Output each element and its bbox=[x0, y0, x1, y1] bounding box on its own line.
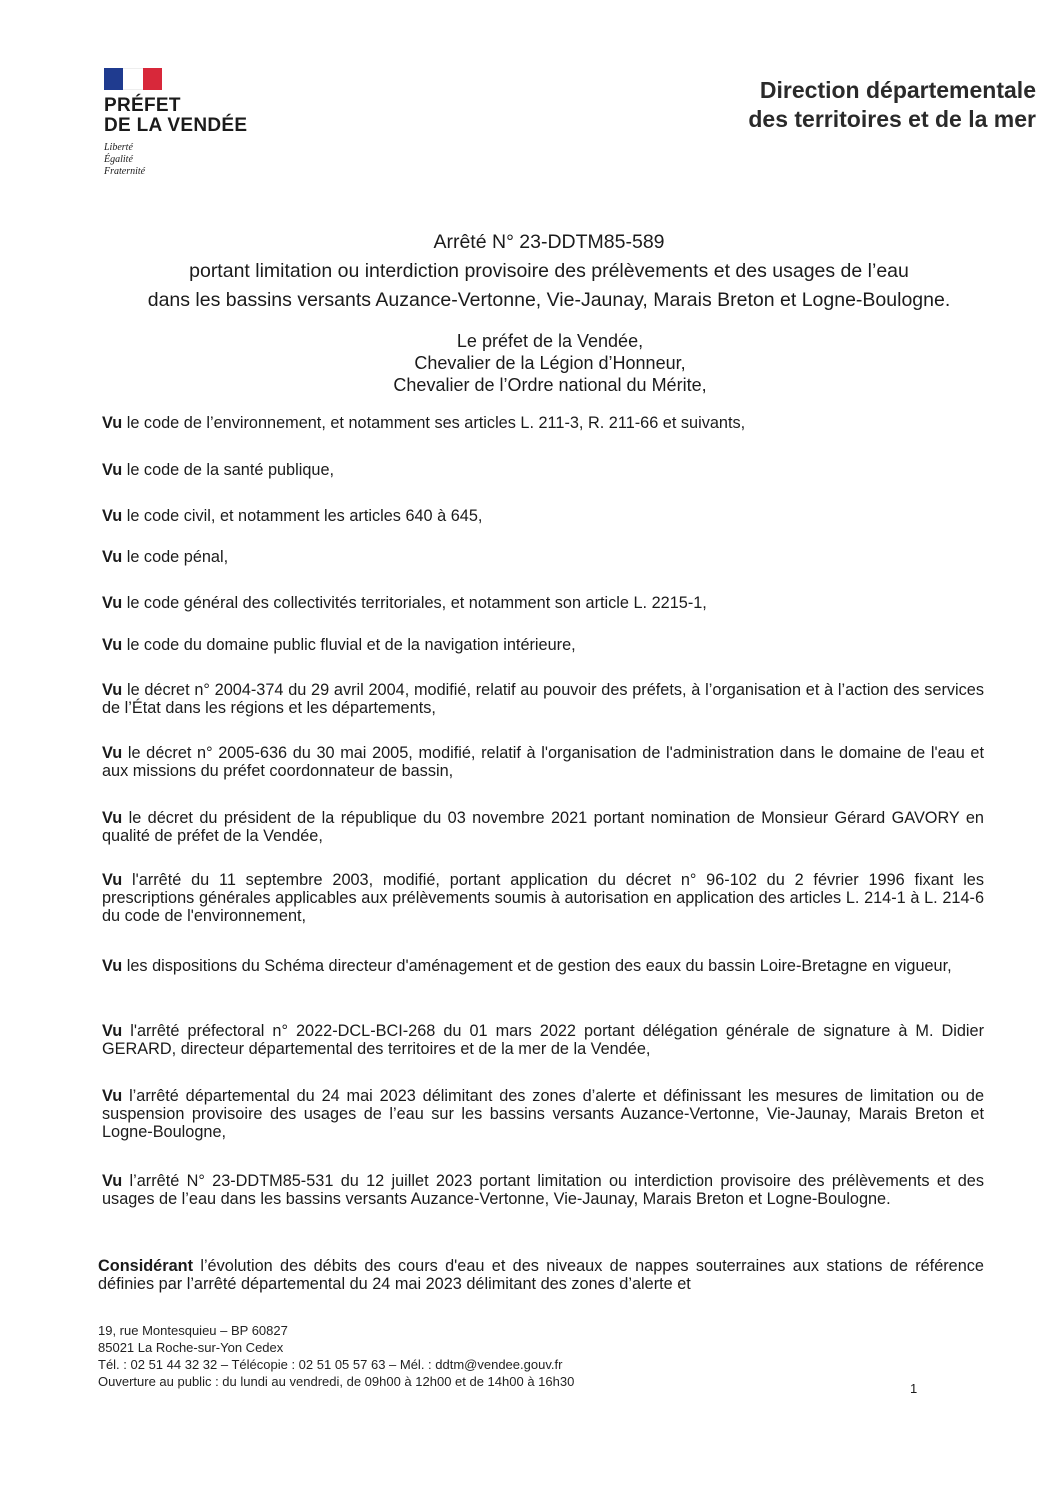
visa-keyword: Vu bbox=[102, 414, 123, 432]
visa-paragraph bbox=[102, 1172, 984, 1208]
visa-text: l’arrêté N° 23-DDTM85-531 du 12 juillet 2023 portant limitation ou interdiction provisoire des prélèvements et des usages de l’eau dans les bassins versants Auzance-Vertonne, Vie-Jaunay, Marais Breton et Logne-Boulogne. bbox=[102, 1172, 984, 1208]
motto bbox=[104, 142, 284, 178]
visa-keyword: Vu bbox=[102, 548, 123, 566]
visa-text: le code de l’environnement, et notamment ses articles L. 211-3, R. 211-66 et suivants, bbox=[126, 414, 746, 432]
visa-paragraph bbox=[102, 744, 984, 780]
visa-keyword: Vu bbox=[102, 461, 123, 479]
visa-text: l'arrêté du 11 septembre 2003, modifié, portant application du décret n° 96-102 du 2 février 1996 fixant les prescriptions générales applicables aux prélèvements soumis à autorisation en application des articles L. 214-1 à L. 214-6 du code de l'environnement, bbox=[102, 871, 985, 925]
motto-fraternite: Fraternité bbox=[104, 166, 146, 177]
visa-text: le code pénal, bbox=[126, 548, 229, 566]
visa-keyword: Vu bbox=[102, 871, 123, 889]
french-flag-icon bbox=[104, 68, 162, 90]
visa-text: le décret n° 2004-374 du 29 avril 2004, modifié, relatif au pouvoir des préfets, à l’organisation et à l’action des services de l’État dans les régions et les départements, bbox=[102, 681, 984, 717]
footer-city: 85021 La Roche-sur-Yon Cedex bbox=[98, 1340, 284, 1355]
issuer-line-2: Chevalier de la Légion d’Honneur, bbox=[414, 353, 686, 373]
visa-paragraph bbox=[102, 1087, 984, 1141]
visa-text: le décret n° 2005-636 du 30 mai 2005, modifié, relatif à l'organisation de l'administration dans le domaine de l'eau et aux missions du préfet coordonnateur de bassin, bbox=[102, 744, 984, 780]
visa-paragraph bbox=[102, 594, 984, 612]
visa-paragraph bbox=[102, 681, 984, 717]
visa-text: le code civil, et notamment les articles 640 à 645, bbox=[126, 507, 483, 525]
logo-line-2: DE LA VENDÉE bbox=[104, 115, 248, 136]
visa-text: le décret du président de la république du 03 novembre 2021 portant nomination de Monsieur Gérard GAVORY en qualité de préfet de la Vendée, bbox=[102, 809, 984, 845]
direction-line-1: Direction départementale bbox=[759, 77, 1036, 103]
motto-liberte: Liberté bbox=[104, 142, 133, 153]
visa-paragraph bbox=[102, 414, 984, 432]
visa-text: le code du domaine public fluvial et de la navigation intérieure, bbox=[126, 636, 576, 654]
decree-title bbox=[90, 228, 1008, 315]
visa-paragraph bbox=[102, 957, 984, 975]
visa-paragraph bbox=[102, 871, 984, 925]
issuer-block bbox=[300, 330, 800, 396]
visa-text: le code général des collectivités territoriales, et notamment son article L. 2215-1, bbox=[126, 594, 707, 612]
page-number: 1 bbox=[910, 1381, 918, 1396]
visa-text: les dispositions du Schéma directeur d'aménagement et de gestion des eaux du bassin Loire-Bretagne en vigueur, bbox=[126, 957, 952, 975]
visa-keyword: Vu bbox=[102, 957, 123, 975]
decree-number: Arrêté N° 23-DDTM85-589 bbox=[433, 231, 665, 253]
visa-paragraph bbox=[102, 461, 984, 479]
visa-keyword: Vu bbox=[102, 809, 123, 827]
considerant-keyword: Considérant bbox=[98, 1257, 193, 1275]
visa-text: le code de la santé publique, bbox=[126, 461, 335, 479]
visa-keyword: Vu bbox=[102, 681, 123, 699]
footer-contact: Tél. : 02 51 44 32 32 – Télécopie : 02 51 05 57 63 – Mél. : ddtm@vendee.gouv.fr bbox=[98, 1357, 563, 1372]
direction-line-2: des territoires et de la mer bbox=[748, 106, 1036, 132]
issuer-line-3: Chevalier de l’Ordre national du Mérite, bbox=[393, 375, 707, 395]
visa-paragraph bbox=[102, 1022, 984, 1058]
footer-address bbox=[98, 1322, 574, 1390]
decree-subject-line-1: portant limitation ou interdiction provisoire des prélèvements et des usages de l’eau bbox=[189, 260, 909, 282]
visa-keyword: Vu bbox=[102, 594, 123, 612]
visa-text: l'arrêté préfectoral n° 2022-DCL-BCI-268 du 01 mars 2022 portant délégation générale de signature à M. Didier GERARD, directeur départemental des territoires et de la mer de la Vendée, bbox=[102, 1022, 984, 1058]
prefet-logo bbox=[104, 68, 284, 178]
footer-hours: Ouverture au public : du lundi au vendredi, de 09h00 à 12h00 et de 14h00 à 16h30 bbox=[98, 1374, 575, 1389]
visa-paragraph bbox=[102, 636, 984, 654]
considerant-text: l’évolution des débits des cours d'eau et des niveaux de nappes souterraines aux stations de référence définies par l’arrêté départemental du 24 mai 2023 délimitant des zones d’alerte et bbox=[98, 1257, 984, 1293]
visa-keyword: Vu bbox=[102, 1022, 123, 1040]
motto-egalite: Égalité bbox=[104, 154, 133, 165]
issuer-line-1: Le préfet de la Vendée, bbox=[456, 331, 644, 351]
visa-text: l’arrêté départemental du 24 mai 2023 délimitant des zones d’alerte et définissant les mesures de limitation ou de suspension provisoire des usages de l’eau sur les bassins versants Auzance-Vertonne, Vie-Jaunay, Marais Breton et Logne-Boulogne, bbox=[102, 1087, 984, 1141]
visa-paragraph bbox=[102, 548, 984, 566]
visa-paragraph bbox=[102, 507, 984, 525]
visa-paragraph bbox=[102, 809, 984, 845]
visa-keyword: Vu bbox=[102, 507, 123, 525]
logo-line-1: PRÉFET bbox=[104, 95, 181, 116]
decree-subject-line-2: dans les bassins versants Auzance-Vertonne, Vie-Jaunay, Marais Breton et Logne-Boulogne. bbox=[147, 289, 951, 311]
visa-keyword: Vu bbox=[102, 744, 123, 762]
visa-keyword: Vu bbox=[102, 636, 123, 654]
visa-keyword: Vu bbox=[102, 1172, 123, 1190]
logo-text bbox=[104, 96, 284, 136]
footer-street: 19, rue Montesquieu – BP 60827 bbox=[98, 1323, 288, 1338]
considerant-paragraph bbox=[98, 1257, 984, 1293]
direction-heading bbox=[748, 76, 1036, 134]
visa-keyword: Vu bbox=[102, 1087, 123, 1105]
